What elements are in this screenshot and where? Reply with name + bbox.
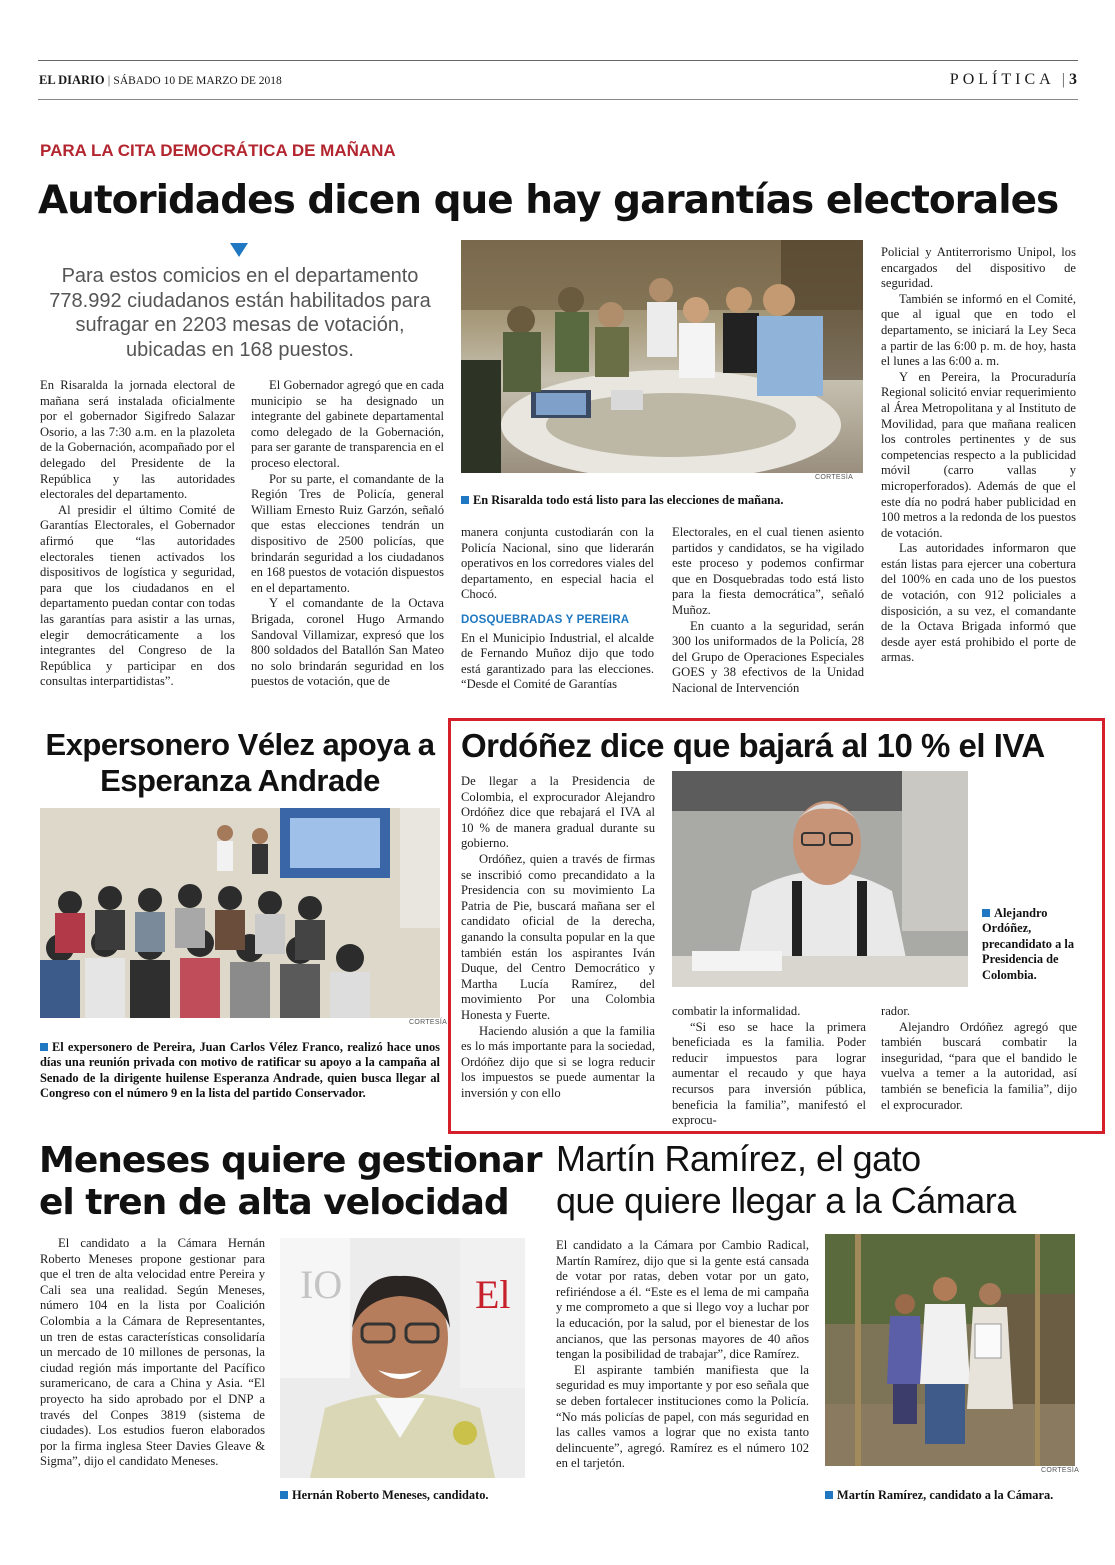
caption-bullet-icon xyxy=(40,1043,48,1051)
page-number: 3 xyxy=(1069,71,1077,88)
paragraph: En el Municipio Industrial, el alcalde de Fernando Muñoz dijo que todo está garantizado para las elecciones. “Desde el Comité de Garantías xyxy=(461,630,654,692)
section-label: POLÍTICA | 3 xyxy=(949,71,1077,88)
ramirez-headline-line-1: Martín Ramírez, el gato xyxy=(556,1138,921,1179)
main-photo-meeting xyxy=(461,240,863,473)
caption-text: Hernán Roberto Meneses, candidato. xyxy=(292,1488,489,1502)
paragraph: Al presidir el último Comité de Garantías Electorales, el Gobernador afirmó que “las autoridades electorales tienen activados los dispositivos de logística y seguridad, para que los ciudadanos en el departamento puedan contar con todas las garantías para asistir a las urnas, elegir democráticamente a los integrantes del Congreso de la República y participar en dos consultas interpartidistas”. xyxy=(40,502,235,689)
paper-name: EL DIARIO xyxy=(39,73,105,87)
kicker: PARA LA CITA DEMOCRÁTICA DE MAÑANA xyxy=(40,141,396,160)
meneses-caption xyxy=(280,1488,525,1503)
main-photo-credit: CORTESÍA xyxy=(815,474,854,481)
main-col-2 xyxy=(251,378,444,690)
velez-photo-credit: CORTESÍA xyxy=(409,1019,448,1026)
audience-illustration xyxy=(40,808,440,1018)
ordonez-caption xyxy=(982,906,1092,983)
velez-headline: Expersonero Vélez apoya a Esperanza Andrade xyxy=(45,727,435,798)
ordonez-photo xyxy=(672,771,968,987)
caption-text: Martín Ramírez, candidato a la Cámara. xyxy=(837,1488,1054,1502)
paragraph: rador. xyxy=(881,1004,911,1018)
paragraph: Y en Pereira, la Procuraduría Regional solicitó enviar requerimiento al Área Metropolitana y al Instituto de Movilidad, para que mañana realicen los controles pertinentes y de sus competencias respecto a la publicidad móvil (carro vallas y microperforados). Además de que el este día no podrá haber publicidad en 100 metros a la redonda de los puestos de votación. xyxy=(881,369,1076,540)
paragraph: El aspirante también manifiesta que la seguridad es muy importante y por eso señala que se deben fortalecer instituciones como la Policía. “No más policías de papel, con más seguridad en las calles vamos a lograr que no exista tanto delincuente”, agregó. Ramírez es el número 102 en el tarjetón. xyxy=(556,1362,809,1471)
ordonez-col-2 xyxy=(672,1004,866,1129)
caption-bullet-icon xyxy=(982,909,990,917)
issue-date: SÁBADO 10 DE MARZO DE 2018 xyxy=(113,75,282,87)
ramirez-headline xyxy=(556,1138,1016,1222)
velez-caption xyxy=(40,1040,440,1102)
paragraph: Alejandro Ordóñez agregó que también buscará combatir la inseguridad, “para que el bandido le vuelva a temer a la autoridad, así también se beneficia la familia”, dijo el exprocurador. xyxy=(881,1019,1077,1112)
deck-arrow-icon xyxy=(230,243,248,257)
paragraph: También se informó en el Comité, que al igual que en todo el departamento, se iniciará la Ley Seca a partir de las 6:00 p. m. de hoy, hasta el lunes a las 6:00 a. m. xyxy=(881,291,1076,369)
caption-bullet-icon xyxy=(280,1491,288,1499)
main-col-4 xyxy=(672,525,864,697)
header-bottom-rule xyxy=(38,99,1078,100)
main-col-3 xyxy=(461,525,654,693)
meneses-body xyxy=(40,1236,265,1470)
paragraph: Haciendo alusión a que la familia es lo más importante para la sociedad, Ordóñez dijo que si se logra reducir los impuestos se puede aumentar la inversión y con ello xyxy=(461,1023,655,1100)
ramirez-photo-credit: CORTESÍA xyxy=(1041,1467,1080,1474)
ordonez-col-1 xyxy=(461,774,655,1101)
main-col-1 xyxy=(40,378,235,690)
paragraph: Y el comandante de la Octava Brigada, coronel Hugo Armando Sandoval Villamizar, expresó que los 800 soldados del Batallón San Mateo no solo brindarán seguridad en los puestos de votación, que de xyxy=(251,596,444,689)
caption-bullet-icon xyxy=(825,1491,833,1499)
paragraph: El candidato a la Cámara por Cambio Radical, Martín Ramírez, dijo que si la gente está cansada de votar por ratas, deben votar por un gato, refiriéndose a él. “Este es el lema de mi campaña y me comprometo a que si llego voy a luchar por la educación, por la salud, por el bienestar de los ancianos, que las personas mayores de 40 años tengan la posibilidad de trabajar”, dice Ramírez. xyxy=(556,1238,809,1362)
paragraph: Por su parte, el comandante de la Región Tres de Policía, general William Ernesto Ruiz Garzón, señaló que estas elecciones tendrán un dispositivo de 2500 policías, que brindarán seguridad a los ciudadanos en 168 puestos de votación dispuestos en el departamento. xyxy=(251,471,444,595)
caption-text: En Risaralda todo está listo para las elecciones de mañana. xyxy=(473,493,784,507)
section-name: POLÍTICA xyxy=(949,71,1054,88)
caption-text: El expersonero de Pereira, Juan Carlos Vélez Franco, realizó hace unos días una reunión privada con motivo de ratificar su apoyo a la campaña al Senado de la dirigente huilense Esperanza Andrade, quien busca llegar al Congreso con el número 9 en la lista del partido Conservador. xyxy=(40,1040,440,1101)
svg-text:El: El xyxy=(475,1272,511,1317)
paragraph: Las autoridades informaron que están listas para ejercer una cobertura del 100% en cada uno de los puestos de votación, con 912 policiales a disposición, a su vez, el comandante de la Octava Brigada informó que desde ayer está prohibido el porte de armas. xyxy=(881,541,1076,665)
ramirez-photo xyxy=(825,1234,1075,1466)
main-photo-caption xyxy=(461,493,863,508)
ramirez-headline-line-2: que quiere llegar a la Cámara xyxy=(556,1180,1016,1221)
paragraph: combatir la informalidad. xyxy=(672,1004,801,1018)
ramirez-caption xyxy=(825,1488,1075,1503)
meneses-headline-line-1: Meneses quiere gestionar xyxy=(39,1140,542,1181)
paragraph: El candidato a la Cámara Hernán Roberto Meneses propone gestionar para que el tren de alta velocidad entre Pereira y Cali sea una realidad. Según Meneses, número 104 en la lista por Coalición Colombia a la Cámara de Representantes, un tren de estas características consolidaría un mercado de 10 millones de personas, la ciudad región más importante del Pacífico suramericano, de cara a China y Asia. “El proyecto ha sido aprobado por el DNP a través del Conpes 3819 (sistema de ciudades). Los estudios fueron elaborados por la firma inglesa Steer Davies Gleave & Sigma”, dijo el candidato Meneses. xyxy=(40,1236,265,1469)
caption-text: Alejandro Ordóñez, precandidato a la Presidencia de Colombia. xyxy=(982,906,1075,982)
paragraph: Electorales, en el cual tienen asiento partidos y candidatos, se ha vigilado este proceso y podemos confirmar que en Dosquebradas todo está listo para la fiesta democrática”, señaló Muñoz. xyxy=(672,525,864,617)
main-headline: Autoridades dicen que hay garantías electorales xyxy=(38,178,1059,223)
main-col-5 xyxy=(881,245,1076,666)
masthead-line: EL DIARIO | SÁBADO 10 DE MARZO DE 2018 xyxy=(39,73,282,87)
meneses-photo xyxy=(280,1238,525,1478)
paragraph: En Risaralda la jornada electoral de mañana será instalada oficialmente por el gobernador Sigifredo Salazar Osorio, a las 7:30 a.m. en la plazoleta de la Gobernación, acompañado por el delegado del Presidente de la República y las autoridades electorales del departamento. xyxy=(40,378,235,502)
svg-text:IO: IO xyxy=(300,1262,343,1307)
top-rule xyxy=(38,60,1078,61)
ramirez-body xyxy=(556,1238,809,1472)
ordonez-headline: Ordóñez dice que bajará al 10 % el IVA xyxy=(461,727,1045,764)
meneses-headline xyxy=(39,1140,542,1224)
deck: Para estos comicios en el departamento 778.992 ciudadanos están habilitados para sufragar en 2203 mesas de votación, ubicadas en 168 puestos. xyxy=(49,265,431,361)
paragraph: “Si eso se hace la primera beneficiada es la familia. Poder reducir impuestos para lograr aumentar el recaudo y que haya recursos para inversión pública, beneficia la familia”, manifestó el exprocu- xyxy=(672,1019,866,1128)
subhead-dosquebradas: DOSQUEBRADAS Y PEREIRA xyxy=(461,613,630,626)
portrait-illustration xyxy=(280,1238,525,1478)
paragraph: Ordóñez, quien a través de firmas se inscribió como precandidato a la Presidencia con su movimiento La Patria de Pie, buscará mañana ser el candidato oficial de la derecha, ganando la consulta popular en la que también están los aspirantes Iván Duque, del Centro Democrático y Martha Lucía Ramírez, del movimiento Por una Colombia Honesta y Fuerte. xyxy=(461,851,655,1022)
paragraph: manera conjunta custodiarán con la Policía Nacional, sino que liderarán operativos en los corredores viales del departamento, en especial hacia el Chocó. xyxy=(461,525,654,602)
caption-bullet-icon xyxy=(461,496,469,504)
portrait-illustration xyxy=(672,771,968,987)
ordonez-col-3 xyxy=(881,1004,1077,1113)
paragraph: De llegar a la Presidencia de Colombia, el exprocurador Alejandro Ordóñez dice que rebajará el IVA al 10 % de manera gradual durante su gobierno. xyxy=(461,774,655,851)
paragraph: El Gobernador agregó que en cada municipio se ha designado un integrante del gabinete departamental como delegado de la Gobernación, para ser garante de transparencia en el proceso electoral. xyxy=(251,378,444,470)
paragraph: En cuanto a la seguridad, serán 300 los uniformados de la Policía, 28 del Grupo de Operaciones Especiales GOES y 38 efectivos de la Unidad Nacional de Intervención xyxy=(672,618,864,695)
velez-photo-meeting xyxy=(40,808,440,1018)
group-illustration xyxy=(825,1234,1075,1466)
meeting-illustration xyxy=(461,240,863,473)
paragraph: Policial y Antiterrorismo Unipol, los encargados del dispositivo de seguridad. xyxy=(881,245,1076,291)
meneses-headline-line-2: el tren de alta velocidad xyxy=(39,1182,509,1223)
